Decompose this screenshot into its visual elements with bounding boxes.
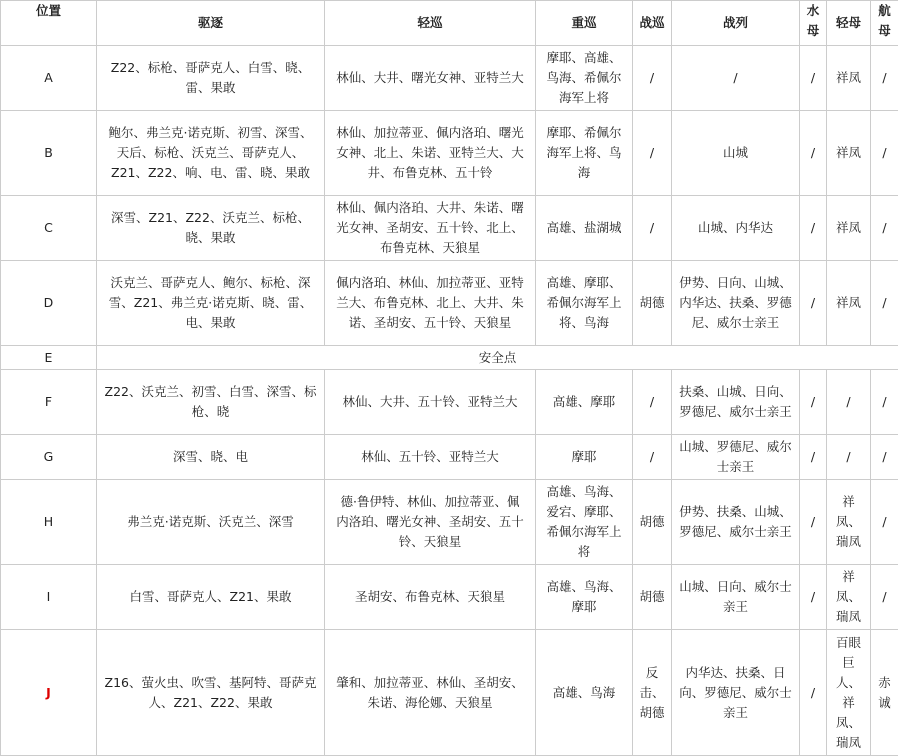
cell-ca: 高雄、鸟海、爱宕、摩耶、希佩尔海军上将 <box>536 480 633 565</box>
cell-cl: 林仙、大井、曙光女神、亚特兰大 <box>325 46 536 111</box>
cell-bc: 反击、胡德 <box>633 630 672 756</box>
cell-cv: 赤诚 <box>871 630 898 756</box>
cell-dd: Z16、萤火虫、吹雪、基阿特、哥萨克人、Z21、Z22、果敢 <box>97 630 325 756</box>
safe-row <box>1 346 898 370</box>
cell-bb: 山城、罗德尼、威尔士亲王 <box>672 435 800 480</box>
header-row <box>1 1 898 46</box>
cell-bc: 胡德 <box>633 480 672 565</box>
cell-dd: 深雪、晓、电 <box>97 435 325 480</box>
cell-cl: 圣胡安、布鲁克林、天狼星 <box>325 565 536 630</box>
cell-av: / <box>800 261 827 346</box>
cell-ca: 高雄、摩耶 <box>536 370 633 435</box>
header-av: 水母 <box>800 1 827 46</box>
cell-pos: A <box>1 46 97 111</box>
cell-cv: / <box>871 480 898 565</box>
cell-ca: 摩耶 <box>536 435 633 480</box>
cell-av: / <box>800 565 827 630</box>
cell-cv: / <box>871 370 898 435</box>
cell-av: / <box>800 46 827 111</box>
cell-cvl: 祥凤 <box>827 111 871 196</box>
cell-bc: 胡德 <box>633 261 672 346</box>
table-row <box>1 111 898 196</box>
cell-bb: 山城、内华达 <box>672 196 800 261</box>
cell-dd: 深雪、Z21、Z22、沃克兰、标枪、晓、果敢 <box>97 196 325 261</box>
table-row <box>1 630 898 756</box>
header-pos: 位置 <box>1 1 97 46</box>
cell-av: / <box>800 435 827 480</box>
table-row <box>1 370 898 435</box>
cell-dd: 弗兰克·诺克斯、沃克兰、深雪 <box>97 480 325 565</box>
cell-ca: 高雄、鸟海 <box>536 630 633 756</box>
cell-cvl: 祥凤、瑞凤 <box>827 565 871 630</box>
cell-ca: 摩耶、希佩尔海军上将、鸟海 <box>536 111 633 196</box>
cell-ca: 高雄、摩耶、希佩尔海军上将、鸟海 <box>536 261 633 346</box>
cell-bc: / <box>633 196 672 261</box>
cell-pos: B <box>1 111 97 196</box>
cell-cl: 林仙、佩内洛珀、大井、朱诺、曙光女神、圣胡安、五十铃、北上、布鲁克林、天狼星 <box>325 196 536 261</box>
cell-cvl: / <box>827 370 871 435</box>
cell-av: / <box>800 196 827 261</box>
cell-dd: Z22、标枪、哥萨克人、白雪、晓、雷、果敢 <box>97 46 325 111</box>
cell-cv: / <box>871 261 898 346</box>
cell-cvl: / <box>827 435 871 480</box>
table-row <box>1 46 898 111</box>
cell-pos: D <box>1 261 97 346</box>
cell-cvl: 祥凤、瑞凤 <box>827 480 871 565</box>
cell-cvl: 百眼巨人、祥凤、瑞凤 <box>827 630 871 756</box>
header-cv: 航母 <box>871 1 898 46</box>
cell-cv: / <box>871 196 898 261</box>
header-ca: 重巡 <box>536 1 633 46</box>
cell-ca: 高雄、鸟海、摩耶 <box>536 565 633 630</box>
cell-cv: / <box>871 565 898 630</box>
cell-cl: 林仙、加拉蒂亚、佩内洛珀、曙光女神、北上、朱诺、亚特兰大、大井、布鲁克林、五十铃 <box>325 111 536 196</box>
cell-av: / <box>800 111 827 196</box>
header-cl: 轻巡 <box>325 1 536 46</box>
cell-ca: 摩耶、高雄、鸟海、希佩尔海军上将 <box>536 46 633 111</box>
table-row <box>1 565 898 630</box>
cell-ca: 高雄、盐湖城 <box>536 196 633 261</box>
cell-bb: 伊势、日向、山城、内华达、扶桑、罗德尼、威尔士亲王 <box>672 261 800 346</box>
cell-dd: Z22、沃克兰、初雪、白雪、深雪、标枪、晓 <box>97 370 325 435</box>
cell-cl: 林仙、大井、五十铃、亚特兰大 <box>325 370 536 435</box>
cell-pos: C <box>1 196 97 261</box>
cell-cl: 林仙、五十铃、亚特兰大 <box>325 435 536 480</box>
cell-dd: 沃克兰、哥萨克人、鲍尔、标枪、深雪、Z21、弗兰克·诺克斯、晓、雷、电、果敢 <box>97 261 325 346</box>
cell-av: / <box>800 480 827 565</box>
cell-cvl: 祥凤 <box>827 46 871 111</box>
cell-pos: G <box>1 435 97 480</box>
cell-cv: / <box>871 46 898 111</box>
cell-av: / <box>800 630 827 756</box>
table-row <box>1 261 898 346</box>
cell-cl: 肇和、加拉蒂亚、林仙、圣胡安、朱诺、海伦娜、天狼星 <box>325 630 536 756</box>
cell-av: / <box>800 370 827 435</box>
cell-pos: I <box>1 565 97 630</box>
cell-dd: 白雪、哥萨克人、Z21、果敢 <box>97 565 325 630</box>
cell-bb: / <box>672 46 800 111</box>
safe-point-label: 安全点 <box>97 346 898 370</box>
cell-bb: 扶桑、山城、日向、罗德尼、威尔士亲王 <box>672 370 800 435</box>
cell-cvl: 祥凤 <box>827 196 871 261</box>
header-bb: 战列 <box>672 1 800 46</box>
cell-pos: F <box>1 370 97 435</box>
cell-pos: E <box>1 346 97 370</box>
cell-bc: 胡德 <box>633 565 672 630</box>
cell-bb: 山城、日向、威尔士亲王 <box>672 565 800 630</box>
cell-cvl: 祥凤 <box>827 261 871 346</box>
cell-cl: 德·鲁伊特、林仙、加拉蒂亚、佩内洛珀、曙光女神、圣胡安、五十铃、天狼星 <box>325 480 536 565</box>
cell-cv: / <box>871 435 898 480</box>
cell-cl: 佩内洛珀、林仙、加拉蒂亚、亚特兰大、布鲁克林、北上、大井、朱诺、圣胡安、五十铃、天狼星 <box>325 261 536 346</box>
cell-dd: 鲍尔、弗兰克·诺克斯、初雪、深雪、天后、标枪、沃克兰、哥萨克人、Z21、Z22、响、电、雷、晓、果敢 <box>97 111 325 196</box>
cell-bb: 伊势、扶桑、山城、罗德尼、威尔士亲王 <box>672 480 800 565</box>
cell-bc: / <box>633 111 672 196</box>
cell-bb: 山城 <box>672 111 800 196</box>
cell-pos: J <box>1 630 97 756</box>
cell-bc: / <box>633 435 672 480</box>
header-bc: 战巡 <box>633 1 672 46</box>
cell-bb: 内华达、扶桑、日向、罗德尼、威尔士亲王 <box>672 630 800 756</box>
header-cvl: 轻母 <box>827 1 871 46</box>
table-row <box>1 480 898 565</box>
header-dd: 驱逐 <box>97 1 325 46</box>
cell-cv: / <box>871 111 898 196</box>
cell-bc: / <box>633 46 672 111</box>
table-row <box>1 196 898 261</box>
table-row <box>1 435 898 480</box>
cell-pos: H <box>1 480 97 565</box>
cell-bc: / <box>633 370 672 435</box>
